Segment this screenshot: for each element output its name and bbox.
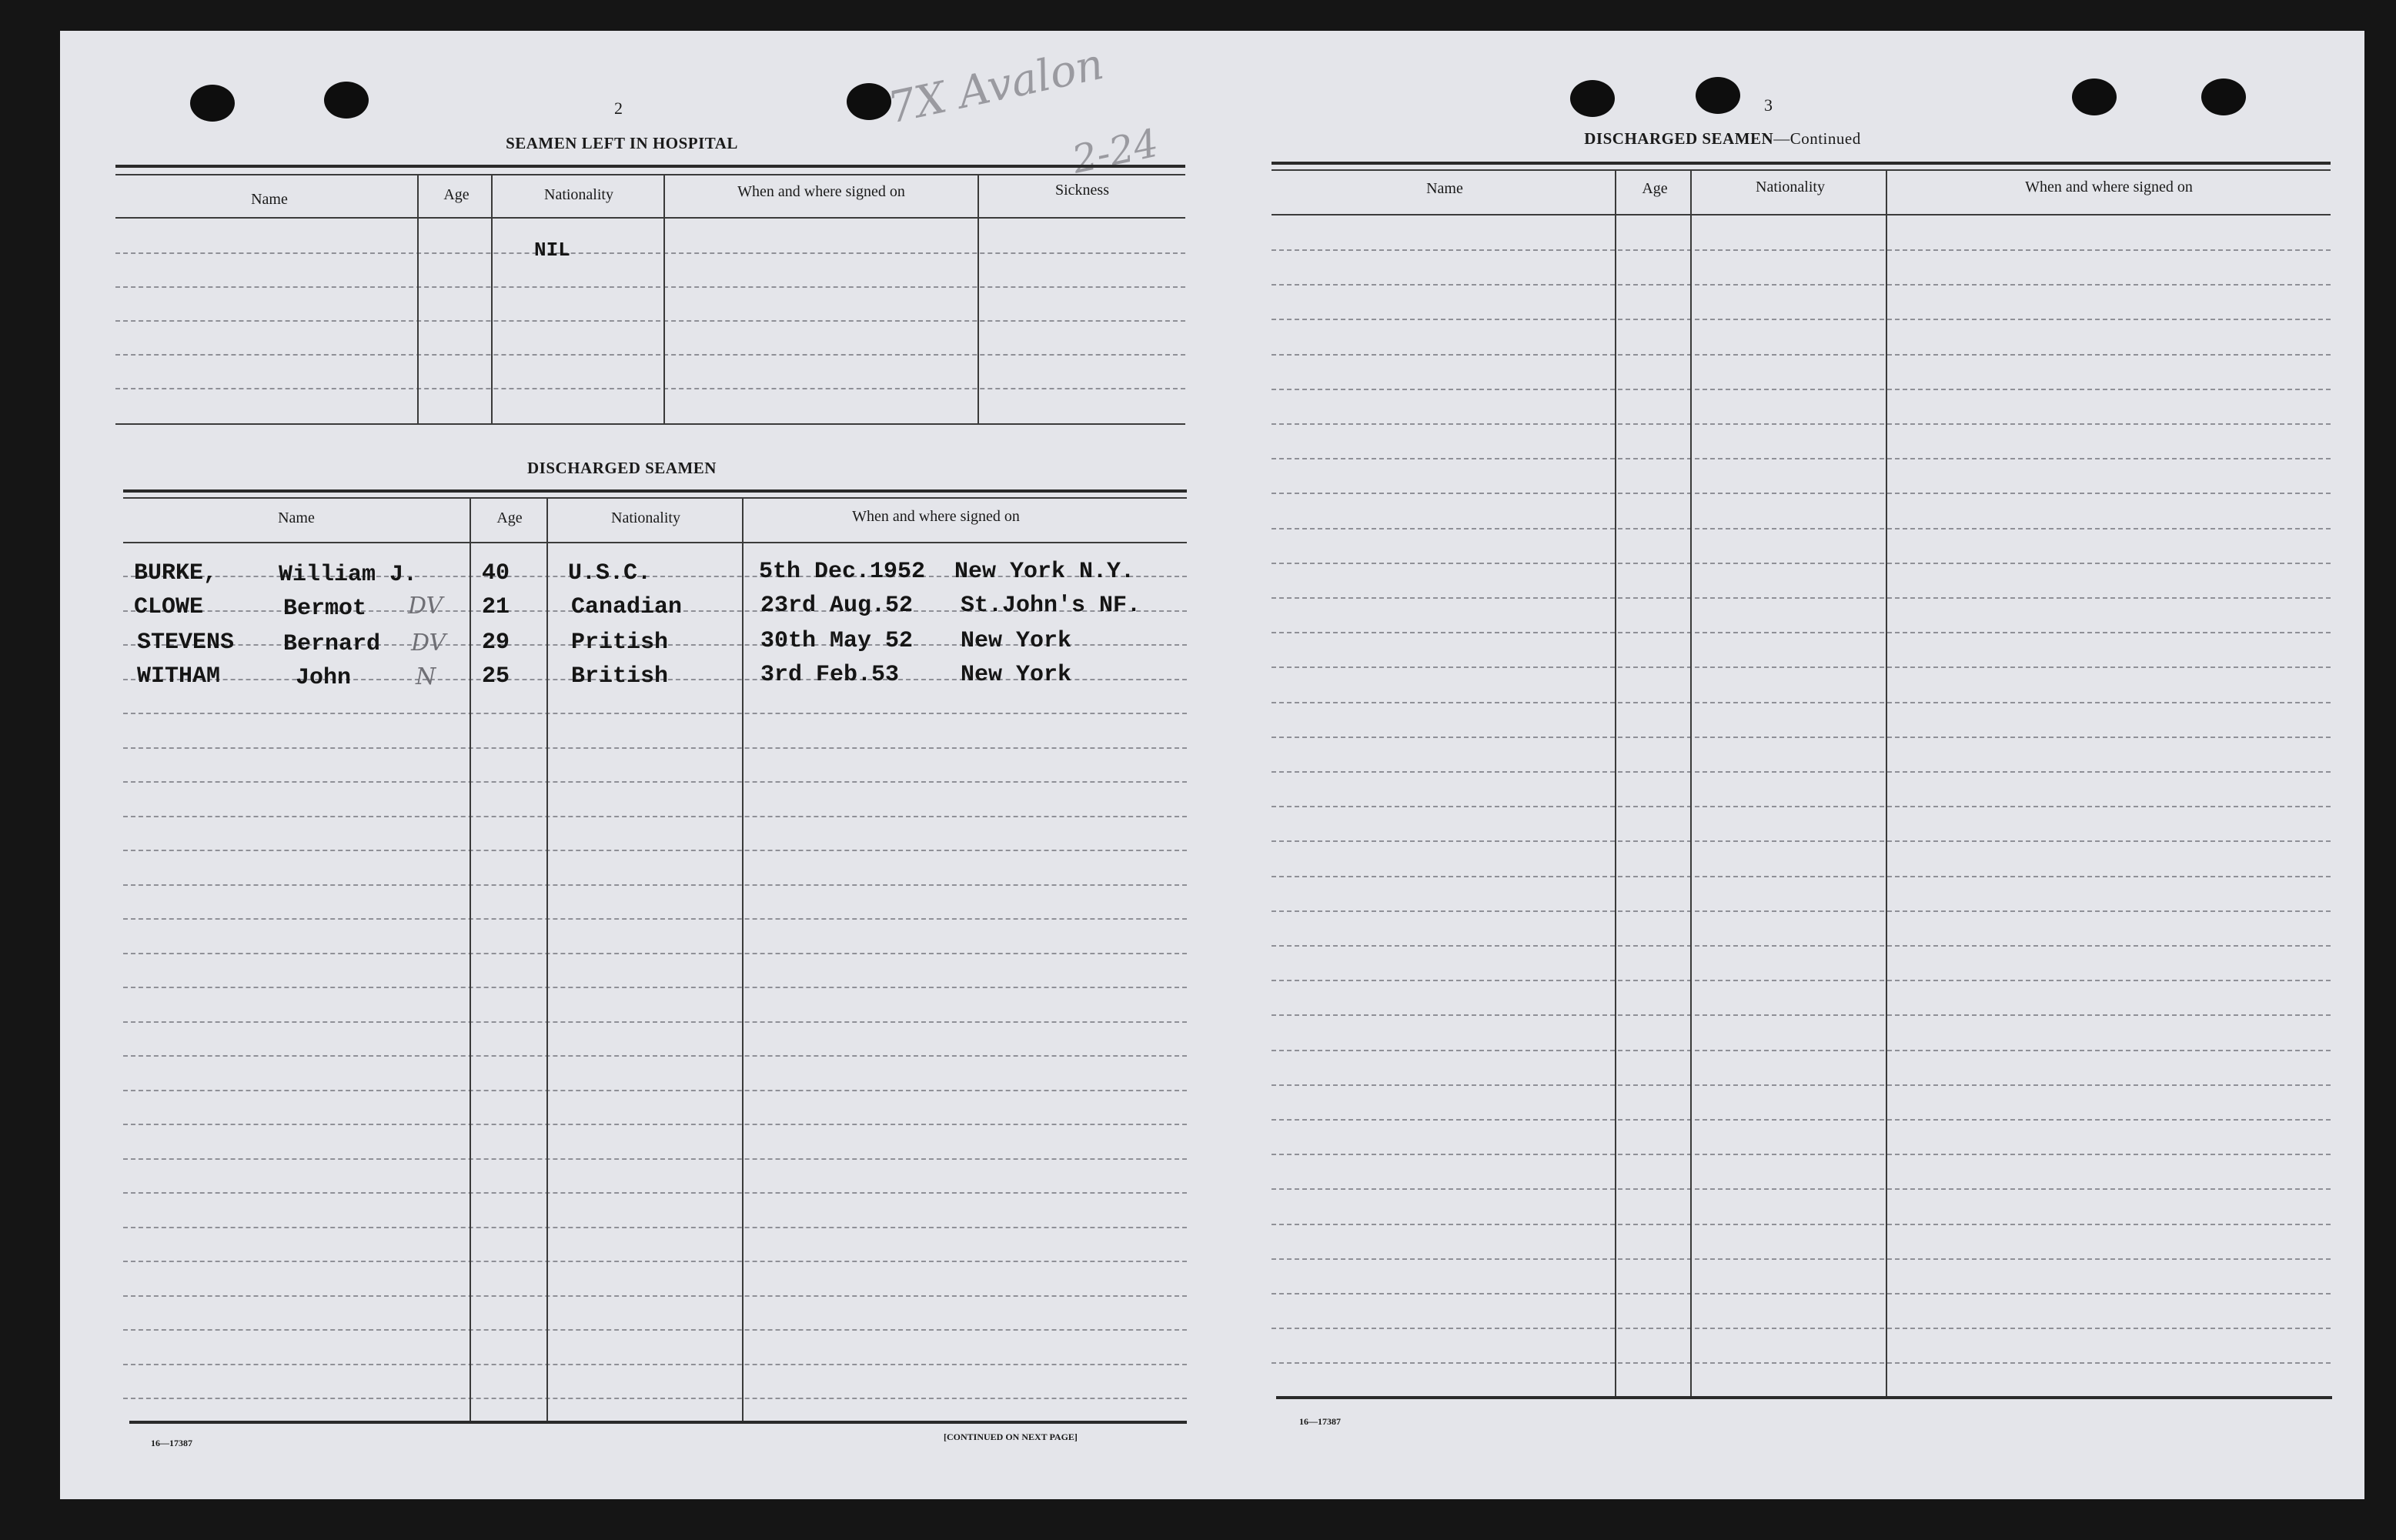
document-sheet <box>60 31 2364 1499</box>
ruled-line <box>123 816 1187 817</box>
table-row-signed-place: New York <box>961 662 1072 688</box>
ruled-line <box>123 987 1187 988</box>
ruled-line <box>123 884 1187 886</box>
ruled-line <box>1272 1293 2331 1294</box>
table-row-given-name: Bernard <box>283 631 381 657</box>
ruled-line <box>1272 1050 2331 1051</box>
ruled-line <box>123 747 1187 749</box>
table-row-surname: CLOWE <box>134 594 204 620</box>
ruled-line <box>123 1227 1187 1228</box>
table-row-signed-date: 30th May 52 <box>760 628 914 654</box>
ruled-line <box>1272 1258 2331 1260</box>
table-row-surname: WITHAM <box>137 663 221 690</box>
ruled-line <box>1272 319 2331 320</box>
ruled-line <box>123 1055 1187 1057</box>
ruled-line <box>123 1090 1187 1091</box>
handwritten-note-number: 2-24 <box>1068 120 1162 182</box>
ruled-line <box>1272 876 2331 877</box>
ruled-line <box>123 918 1187 920</box>
table-row-surname: BURKE, <box>134 560 218 586</box>
handwritten-check-mark: N <box>416 663 436 690</box>
ruled-line <box>123 1158 1187 1160</box>
handwritten-check-mark: DV <box>411 630 446 656</box>
discharged-header-nationality: Nationality <box>611 509 680 526</box>
table-row-nationality: U.S.C. <box>568 560 652 586</box>
hospital-header-name: Name <box>251 191 288 208</box>
ruled-line <box>123 1261 1187 1262</box>
punch-hole <box>190 85 235 122</box>
right-header-age: Age <box>1642 180 1668 197</box>
ruled-line <box>123 1364 1187 1365</box>
table-row-given-name: Bermot <box>283 596 367 622</box>
ruled-line <box>1272 1154 2331 1155</box>
punch-hole <box>2072 79 2117 115</box>
table-row-signed-date: 5th Dec.1952 <box>759 559 926 585</box>
punch-hole <box>324 82 369 119</box>
ruled-line <box>1272 632 2331 633</box>
table-row-signed-place: St.John's NF. <box>961 593 1141 619</box>
table-row-surname: STEVENS <box>137 630 235 656</box>
ruled-line <box>1272 284 2331 286</box>
table-row-nationality: Pritish <box>571 630 669 656</box>
ruled-line <box>1272 528 2331 529</box>
punch-hole <box>1696 77 1740 114</box>
ruled-line <box>1272 597 2331 599</box>
ruled-line <box>1272 945 2331 947</box>
hospital-header-nationality: Nationality <box>544 186 613 203</box>
ruled-line <box>1272 840 2331 842</box>
page-number-left: 2 <box>614 99 623 118</box>
ruled-line <box>1272 1362 2331 1364</box>
ruled-line <box>123 1124 1187 1125</box>
table-row-signed-date: 3rd Feb.53 <box>760 662 900 688</box>
ruled-line <box>1272 737 2331 738</box>
ruled-line <box>123 1398 1187 1399</box>
handwritten-check-mark: DV <box>408 593 443 620</box>
ruled-line <box>1272 249 2331 251</box>
form-number-left: 16—17387 <box>151 1438 192 1448</box>
punch-hole <box>2201 79 2246 115</box>
ruled-line <box>1272 1014 2331 1016</box>
hospital-nil-entry: NIL <box>534 239 570 262</box>
table-row-age: 40 <box>482 560 510 586</box>
continued-note: [CONTINUED ON NEXT PAGE] <box>944 1431 1078 1442</box>
discharged-section-title: DISCHARGED SEAMEN <box>527 459 717 477</box>
ruled-line <box>123 1329 1187 1331</box>
ruled-line <box>1272 666 2331 668</box>
hospital-section-title: SEAMEN LEFT IN HOSPITAL <box>506 134 738 152</box>
ruled-line <box>1272 493 2331 494</box>
punch-hole <box>1570 80 1615 117</box>
table-row-given-name: John <box>296 665 352 691</box>
table-row-signed-place: New York N.Y. <box>954 559 1135 585</box>
right-header-name: Name <box>1426 180 1463 197</box>
right-section-title <box>1507 129 1938 149</box>
discharged-header-name: Name <box>278 509 315 526</box>
table-row-signed-place: New York <box>961 628 1072 654</box>
ruled-line <box>123 781 1187 783</box>
ruled-line <box>1272 563 2331 564</box>
table-row-signed-date: 23rd Aug.52 <box>760 593 914 619</box>
ruled-line <box>1272 1328 2331 1329</box>
page-number-right: 3 <box>1764 95 1773 115</box>
right-header-nationality: Nationality <box>1756 179 1825 195</box>
hospital-header-signed-on: When and where signed on <box>737 183 905 200</box>
discharged-header-signed-on: When and where signed on <box>852 508 1020 525</box>
ruled-line <box>1272 1224 2331 1225</box>
ruled-line <box>1272 1084 2331 1086</box>
ruled-line <box>1272 702 2331 703</box>
ruled-line <box>123 850 1187 851</box>
ruled-line <box>1272 423 2331 425</box>
ruled-line <box>1272 806 2331 807</box>
ruled-line <box>1272 389 2331 390</box>
ruled-line <box>123 1021 1187 1023</box>
ruled-line <box>1272 771 2331 773</box>
ruled-line <box>1272 980 2331 981</box>
ruled-line <box>123 953 1187 954</box>
hospital-header-age: Age <box>443 186 470 203</box>
ruled-line <box>123 713 1187 714</box>
table-row-nationality: British <box>571 663 669 690</box>
ruled-line <box>1272 354 2331 356</box>
table-row-given-name: William J. <box>279 562 418 588</box>
handwritten-note: 7X Avalon <box>884 38 1108 134</box>
table-row-age: 25 <box>482 663 510 690</box>
table-row-age: 21 <box>482 594 510 620</box>
discharged-header-age: Age <box>496 509 523 526</box>
right-title-main: DISCHARGED SEAMEN <box>1584 129 1774 148</box>
right-header-signed-on: When and where signed on <box>2025 179 2193 195</box>
ruled-line <box>123 1192 1187 1194</box>
ruled-line <box>123 1295 1187 1297</box>
ruled-line <box>1272 1188 2331 1190</box>
hospital-header-sickness: Sickness <box>1055 182 1109 199</box>
table-row-age: 29 <box>482 630 510 656</box>
ruled-line <box>1272 458 2331 459</box>
form-number-right: 16—17387 <box>1299 1416 1341 1427</box>
table-row-nationality: Canadian <box>571 594 683 620</box>
ruled-line <box>1272 910 2331 912</box>
ruled-line <box>1272 1119 2331 1121</box>
right-title-suffix: —Continued <box>1773 129 1861 148</box>
